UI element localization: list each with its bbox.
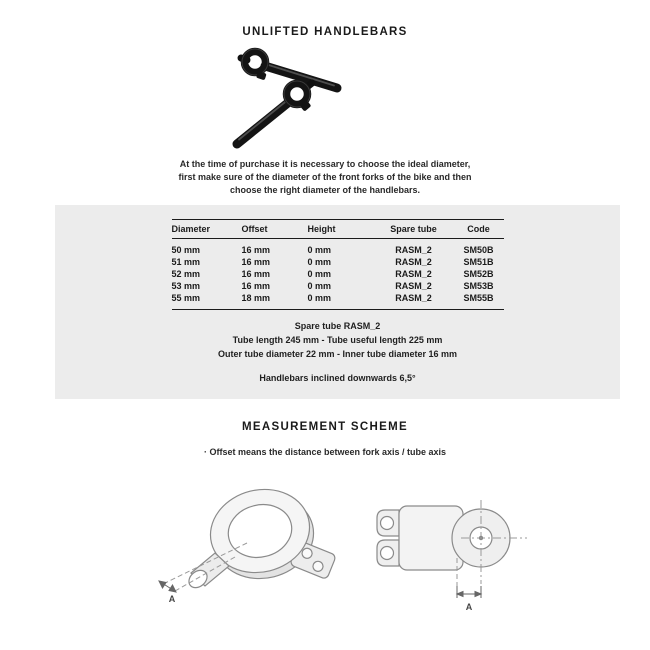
cell-diameter: 55 mm [171, 293, 201, 304]
cell-height: 0 mm [307, 257, 332, 268]
scheme-title: MEASUREMENT SCHEME [242, 420, 408, 433]
cell-height: 0 mm [307, 269, 332, 280]
cell-diameter: 50 mm [171, 245, 201, 256]
cell-code: SM55B [463, 293, 494, 304]
cell-offset: 18 mm [241, 293, 271, 304]
cell-height: 0 mm [307, 281, 332, 292]
cell-spare-tube: RASM_2 [395, 269, 432, 280]
dimension-label-left: A [168, 593, 176, 604]
cell-offset: 16 mm [241, 281, 271, 292]
col-header-spare-tube: Spare tube [374, 220, 454, 239]
cell-height: 0 mm [307, 245, 332, 256]
spec-notes [65, 320, 610, 362]
table-row [172, 256, 504, 268]
clamp-perspective-drawing [115, 469, 345, 604]
offset-definition-note: · Offset means the distance between fork axis / tube axis [203, 446, 447, 457]
table-row [172, 268, 504, 280]
cell-diameter: 51 mm [171, 257, 201, 268]
col-header-code: Code [454, 220, 504, 239]
cell-offset: 16 mm [241, 257, 271, 268]
clamp-side-drawing [365, 494, 535, 619]
spec-panel [55, 205, 620, 399]
tube-length-note: Tube length 245 mm - Tube useful length 225 mm [232, 335, 443, 346]
cell-code: SM52B [463, 269, 494, 280]
table-row [172, 280, 504, 292]
intro-text: At the time of purchase it is necessary to choose the ideal diameter, first make sure of the diameter of the front forks of the bike and then choose the right diameter of the handlebars. [178, 159, 472, 196]
table-row [172, 292, 504, 310]
cell-diameter: 53 mm [171, 281, 201, 292]
handlebars-image [215, 42, 365, 154]
col-header-offset: Offset [242, 220, 308, 239]
col-header-height: Height [308, 220, 374, 239]
cell-diameter: 52 mm [171, 269, 201, 280]
cell-code: SM51B [463, 257, 494, 268]
tube-diameter-note: Outer tube diameter 22 mm - Inner tube diameter 16 mm [217, 349, 458, 360]
cell-spare-tube: RASM_2 [395, 281, 432, 292]
incline-note: Handlebars inclined downwards 6,5° [259, 372, 416, 383]
offset-dimension-arrow [159, 581, 176, 592]
table-row [172, 239, 504, 257]
table-header-row [172, 220, 504, 239]
col-header-diameter: Diameter [172, 220, 242, 239]
handlebars-photo [0, 42, 650, 154]
dimension-label-right: A [465, 601, 473, 612]
spare-tube-note: Spare tube RASM_2 [294, 321, 381, 332]
cell-spare-tube: RASM_2 [395, 245, 432, 256]
offset-dimension [457, 586, 481, 598]
cell-code: SM53B [463, 281, 494, 292]
handlebar-lower [237, 81, 312, 144]
cell-offset: 16 mm [241, 269, 271, 280]
clamp-side-body [377, 506, 510, 570]
cell-offset: 16 mm [241, 245, 271, 256]
spec-table [172, 219, 504, 310]
cell-code: SM50B [463, 245, 494, 256]
cell-spare-tube: RASM_2 [395, 293, 432, 304]
measurement-drawings [0, 469, 650, 619]
page-title: UNLIFTED HANDLEBARS [242, 26, 408, 38]
cell-height: 0 mm [307, 293, 332, 304]
cell-spare-tube: RASM_2 [395, 257, 432, 268]
handlebar-upper [241, 49, 337, 88]
